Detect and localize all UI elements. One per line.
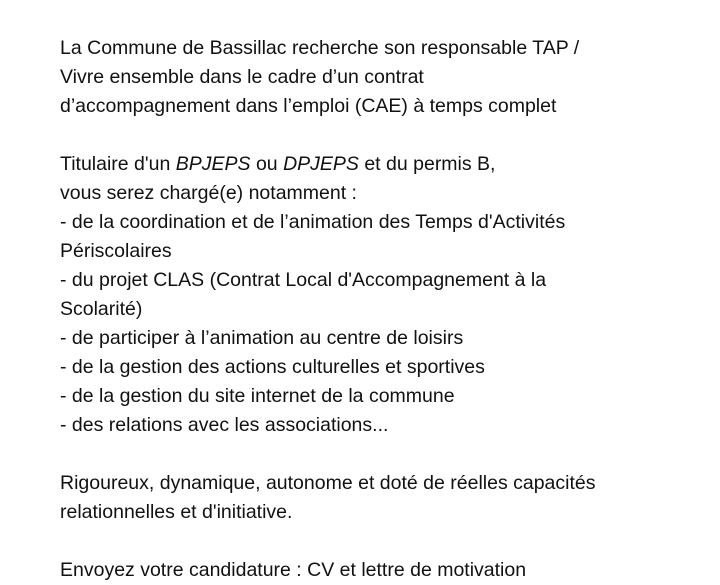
intro-line-1: La Commune de Bassillac recherche son responsable TAP / — [60, 37, 580, 59]
profile-line-1: Rigoureux, dynamique, autonome et doté de réelles capacités — [60, 472, 596, 494]
duty-line: - de la coordination et de l’animation des Temps d'Activités — [60, 211, 566, 233]
duty-line: - de la gestion du site internet de la commune — [60, 385, 455, 407]
job-posting-document — [60, 34, 700, 585]
paragraph-spacer — [60, 121, 700, 150]
duty-line: Périscolaires — [60, 240, 172, 262]
qualifications-line — [60, 150, 700, 179]
diploma-bpjeps: BPJEPS — [175, 153, 251, 175]
duty-line: - des relations avec les associations... — [60, 414, 389, 436]
profile-line-2: relationnelles et d'initiative. — [60, 501, 293, 523]
duty-line: - de la gestion des actions culturelles et sportives — [60, 356, 485, 378]
qualifications-suffix: et du permis B, — [358, 153, 496, 175]
diploma-dpjeps: DPJEPS — [283, 153, 359, 175]
duty-line: - de participer à l’animation au centre de loisirs — [60, 327, 464, 349]
duties-intro: vous serez chargé(e) notamment : — [60, 182, 357, 204]
paragraph-spacer — [60, 527, 700, 556]
duty-line: Scolarité) — [60, 298, 143, 320]
paragraph-spacer — [60, 440, 700, 469]
intro-line-3: d’accompagnement dans l’emploi (CAE) à temps complet — [60, 95, 557, 117]
duty-line: - du projet CLAS (Contrat Local d'Accompagnement à la — [60, 269, 547, 291]
application-line-1: Envoyez votre candidature : CV et lettre de motivation — [60, 559, 527, 581]
intro-line-2: Vivre ensemble dans le cadre d’un contrat — [60, 66, 424, 88]
qualifications-between: ou — [250, 153, 284, 175]
qualifications-prefix: Titulaire d'un — [60, 153, 176, 175]
